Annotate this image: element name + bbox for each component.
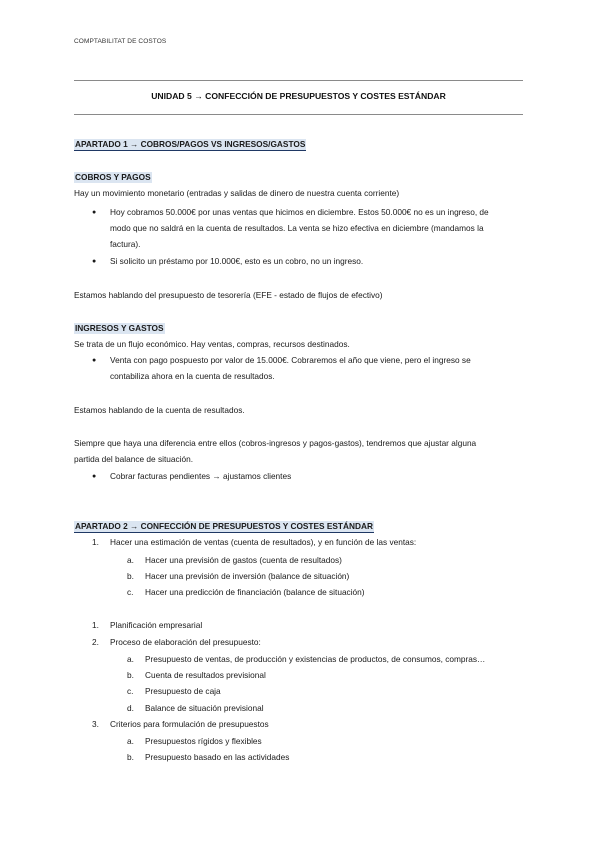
diferencia-line-1: Siempre que haya una diferencia entre ellos (cobros-ingresos y pagos-gastos), tendremos que ajustar alguna — [74, 438, 477, 448]
list2-num: 3. — [92, 719, 99, 729]
diferencia-bullet: Cobrar facturas pendientes → ajustamos clientes — [110, 471, 292, 481]
cobros-heading: COBROS Y PAGOS — [75, 172, 151, 182]
bullet-dot: ● — [92, 473, 97, 480]
list2-item-3: Criterios para formulación de presupuestos — [110, 719, 269, 729]
list2-3-sub-a: Presupuestos rígidos y flexibles — [145, 736, 262, 746]
list2-sub-letter: c. — [127, 686, 134, 696]
cobros-closing: Estamos hablando del presupuesto de tesorería (EFE - estado de flujos de efectivo) — [74, 290, 383, 300]
list2-sub-letter: b. — [127, 670, 134, 680]
list1-sub-a: Hacer una previsión de gastos (cuenta de resultados) — [145, 555, 342, 565]
list1-sub-letter: a. — [127, 555, 134, 565]
cobros-bullet-2: Si solicito un préstamo por 10.000€, esto es un cobro, no un ingreso. — [110, 256, 364, 266]
list2-sub-c: Presupuesto de caja — [145, 686, 221, 696]
bullet-dot: ● — [92, 209, 97, 216]
list1-sub-b: Hacer una previsión de inversión (balance de situación) — [145, 571, 350, 581]
apartado-2-heading: APARTADO 2 → CONFECCIÓN DE PRESUPUESTOS Y COSTES ESTÁNDAR — [75, 521, 373, 531]
cobros-intro: Hay un movimiento monetario (entradas y salidas de dinero de nuestra cuenta corriente) — [74, 188, 400, 198]
bottom-rule — [74, 114, 523, 115]
cobros-bullet-1-line-1: Hoy cobramos 50.000€ por unas ventas que hicimos en diciembre. Estos 50.000€ no es un ingreso, de — [110, 207, 489, 217]
list1-item: Hacer una estimación de ventas (cuenta de resultados), y en función de las ventas: — [110, 537, 417, 547]
list2-item-2: Proceso de elaboración del presupuesto: — [110, 637, 261, 647]
top-rule — [74, 80, 523, 81]
list2-sub-letter: b. — [127, 752, 134, 762]
list2-sub-d: Balance de situación previsional — [145, 703, 264, 713]
unit-title: UNIDAD 5 → CONFECCIÓN DE PRESUPUESTOS Y COSTES ESTÁNDAR — [151, 91, 446, 101]
bullet-dot: ● — [92, 357, 97, 364]
running-header: COMPTABILITAT DE COSTOS — [74, 38, 167, 45]
list1-sub-letter: c. — [127, 587, 134, 597]
list2-sub-a: Presupuesto de ventas, de producción y existencias de productos, de consumos, compras… — [145, 654, 486, 664]
diferencia-line-2: partida del balance de situación. — [74, 454, 194, 464]
list2-num: 2. — [92, 637, 99, 647]
list2-sub-letter: a. — [127, 736, 134, 746]
list1-sub-c: Hacer una predicción de financiación (balance de situación) — [145, 587, 365, 597]
list2-num: 1. — [92, 620, 99, 630]
list2-sub-letter: a. — [127, 654, 134, 664]
cobros-bullet-1-line-2: modo que no saldrá en la cuenta de resultados. La venta se hizo efectiva en diciembre (mandamos la — [110, 223, 484, 233]
list2-sub-letter: d. — [127, 703, 134, 713]
list2-sub-b: Cuenta de resultados previsional — [145, 670, 266, 680]
ingresos-bullet-line-2: contabiliza ahora en la cuenta de resultados. — [110, 371, 275, 381]
ingresos-intro: Se trata de un flujo económico. Hay ventas, compras, recursos destinados. — [74, 339, 350, 349]
list1-sub-letter: b. — [127, 571, 134, 581]
ingresos-heading: INGRESOS Y GASTOS — [75, 323, 164, 333]
list2-3-sub-b: Presupuesto basado en las actividades — [145, 752, 290, 762]
list1-num: 1. — [92, 537, 99, 547]
ingresos-bullet-line-1: Venta con pago pospuesto por valor de 15.000€. Cobraremos el año que viene, pero el ingreso se — [110, 355, 471, 365]
ingresos-closing: Estamos hablando de la cuenta de resultados. — [74, 405, 245, 415]
cobros-bullet-1-line-3: factura). — [110, 239, 141, 249]
apartado-1-heading: APARTADO 1 → COBROS/PAGOS VS INGRESOS/GASTOS — [75, 139, 306, 149]
bullet-dot: ● — [92, 258, 97, 265]
list2-item-1: Planificación empresarial — [110, 620, 203, 630]
